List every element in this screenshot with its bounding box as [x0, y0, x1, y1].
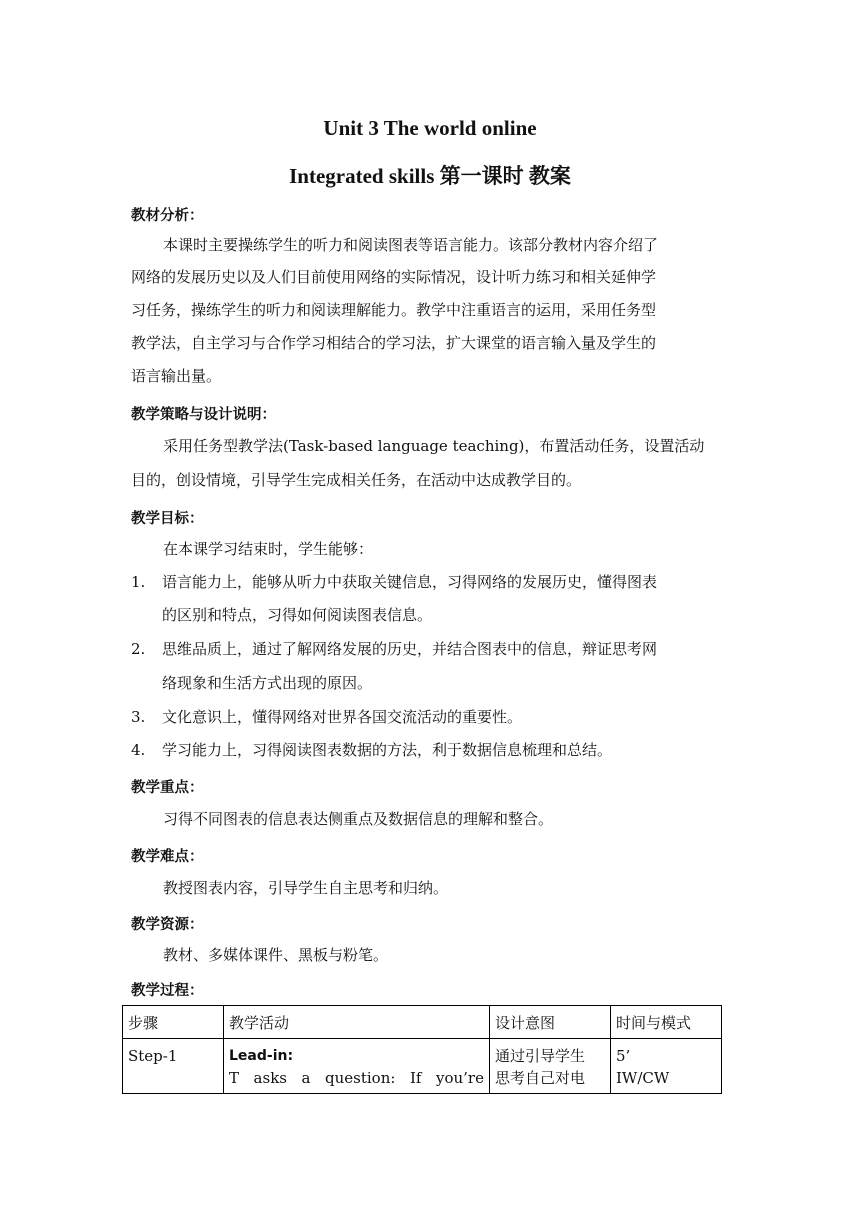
activity-word: a [301, 1069, 311, 1087]
difficulties-heading: 教学难点： [131, 849, 204, 865]
analysis-line: 语言输出量。 [131, 367, 222, 385]
goal-line: 学习能力上，习得阅读图表数据的方法，利于数据信息梳理和总结。 [162, 741, 613, 759]
table-row [123, 1039, 722, 1094]
analysis-line: 教学法，自主学习与合作学习相结合的学习法，扩大课堂的语言输入量及学生的 [131, 334, 657, 352]
table-header-cell: 设计意图 [490, 1006, 611, 1039]
analysis-line: 本课时主要操练学生的听力和阅读图表等语言能力。该部分教材内容介绍了 [163, 236, 659, 254]
strategy-line: 采用任务型教学法(Task-based language teaching)，布置活动任务，设置活动 [163, 437, 705, 455]
key-points-heading: 教学重点： [131, 780, 204, 796]
activity-word: If [409, 1069, 422, 1087]
activity-title: Lead-in: [229, 1048, 294, 1064]
process-table [122, 1005, 722, 1094]
time-line: IW/CW [616, 1069, 670, 1087]
goal-number: 3. [131, 708, 146, 726]
goal-number: 4. [131, 741, 146, 759]
activity-word: question: [325, 1069, 396, 1087]
purpose-cell [490, 1039, 611, 1094]
activity-word: T [229, 1069, 240, 1087]
document-subtitle: Integrated skills 第一课时 教案 [289, 164, 571, 188]
table-header-cell: 步骤 [123, 1006, 224, 1039]
goal-number: 1. [131, 573, 146, 591]
step-cell: Step-1 [123, 1039, 224, 1094]
analysis-line: 网络的发展历史以及人们目前使用网络的实际情况，设计听力练习和相关延伸学 [131, 268, 657, 286]
document-title: Unit 3 The world online [323, 116, 537, 140]
resources-text: 教材、多媒体课件、黑板与粉笔。 [163, 946, 389, 964]
strategy-heading: 教学策略与设计说明： [131, 407, 276, 423]
difficulties-text: 教授图表内容，引导学生自主思考和归纳。 [163, 879, 449, 897]
table-header-cell: 时间与模式 [611, 1006, 722, 1039]
resources-heading: 教学资源： [131, 917, 204, 933]
goals-intro: 在本课学习结束时，学生能够： [163, 540, 374, 558]
goals-heading: 教学目标： [131, 511, 204, 527]
goal-line: 语言能力上，能够从听力中获取关键信息，习得网络的发展历史，懂得图表 [162, 573, 658, 591]
goal-number: 2. [131, 640, 146, 658]
time-line: 5’ [616, 1047, 631, 1065]
analysis-heading: 教材分析： [131, 208, 204, 224]
purpose-line: 思考自己对电 [495, 1069, 586, 1087]
table-header-cell: 教学活动 [224, 1006, 490, 1039]
activity-word: you’re [435, 1069, 484, 1087]
activity-cell [224, 1039, 490, 1094]
goal-line: 的区别和特点，习得如何阅读图表信息。 [162, 606, 433, 624]
key-points-text: 习得不同图表的信息表达侧重点及数据信息的理解和整合。 [163, 810, 554, 828]
purpose-line: 通过引导学生 [495, 1047, 586, 1065]
goal-line: 文化意识上，懂得网络对世界各国交流活动的重要性。 [162, 708, 523, 726]
table-header-row [123, 1006, 722, 1039]
goal-line: 络现象和生活方式出现的原因。 [162, 674, 373, 692]
activity-word: asks [253, 1069, 287, 1087]
analysis-line: 习任务，操练学生的听力和阅读理解能力。教学中注重语言的运用，采用任务型 [131, 301, 657, 319]
process-heading: 教学过程： [131, 983, 204, 999]
activity-text [229, 1067, 484, 1089]
strategy-line: 目的，创设情境，引导学生完成相关任务，在活动中达成教学目的。 [131, 471, 582, 489]
time-cell [611, 1039, 722, 1094]
goal-line: 思维品质上，通过了解网络发展的历史，并结合图表中的信息，辩证思考网 [162, 640, 658, 658]
